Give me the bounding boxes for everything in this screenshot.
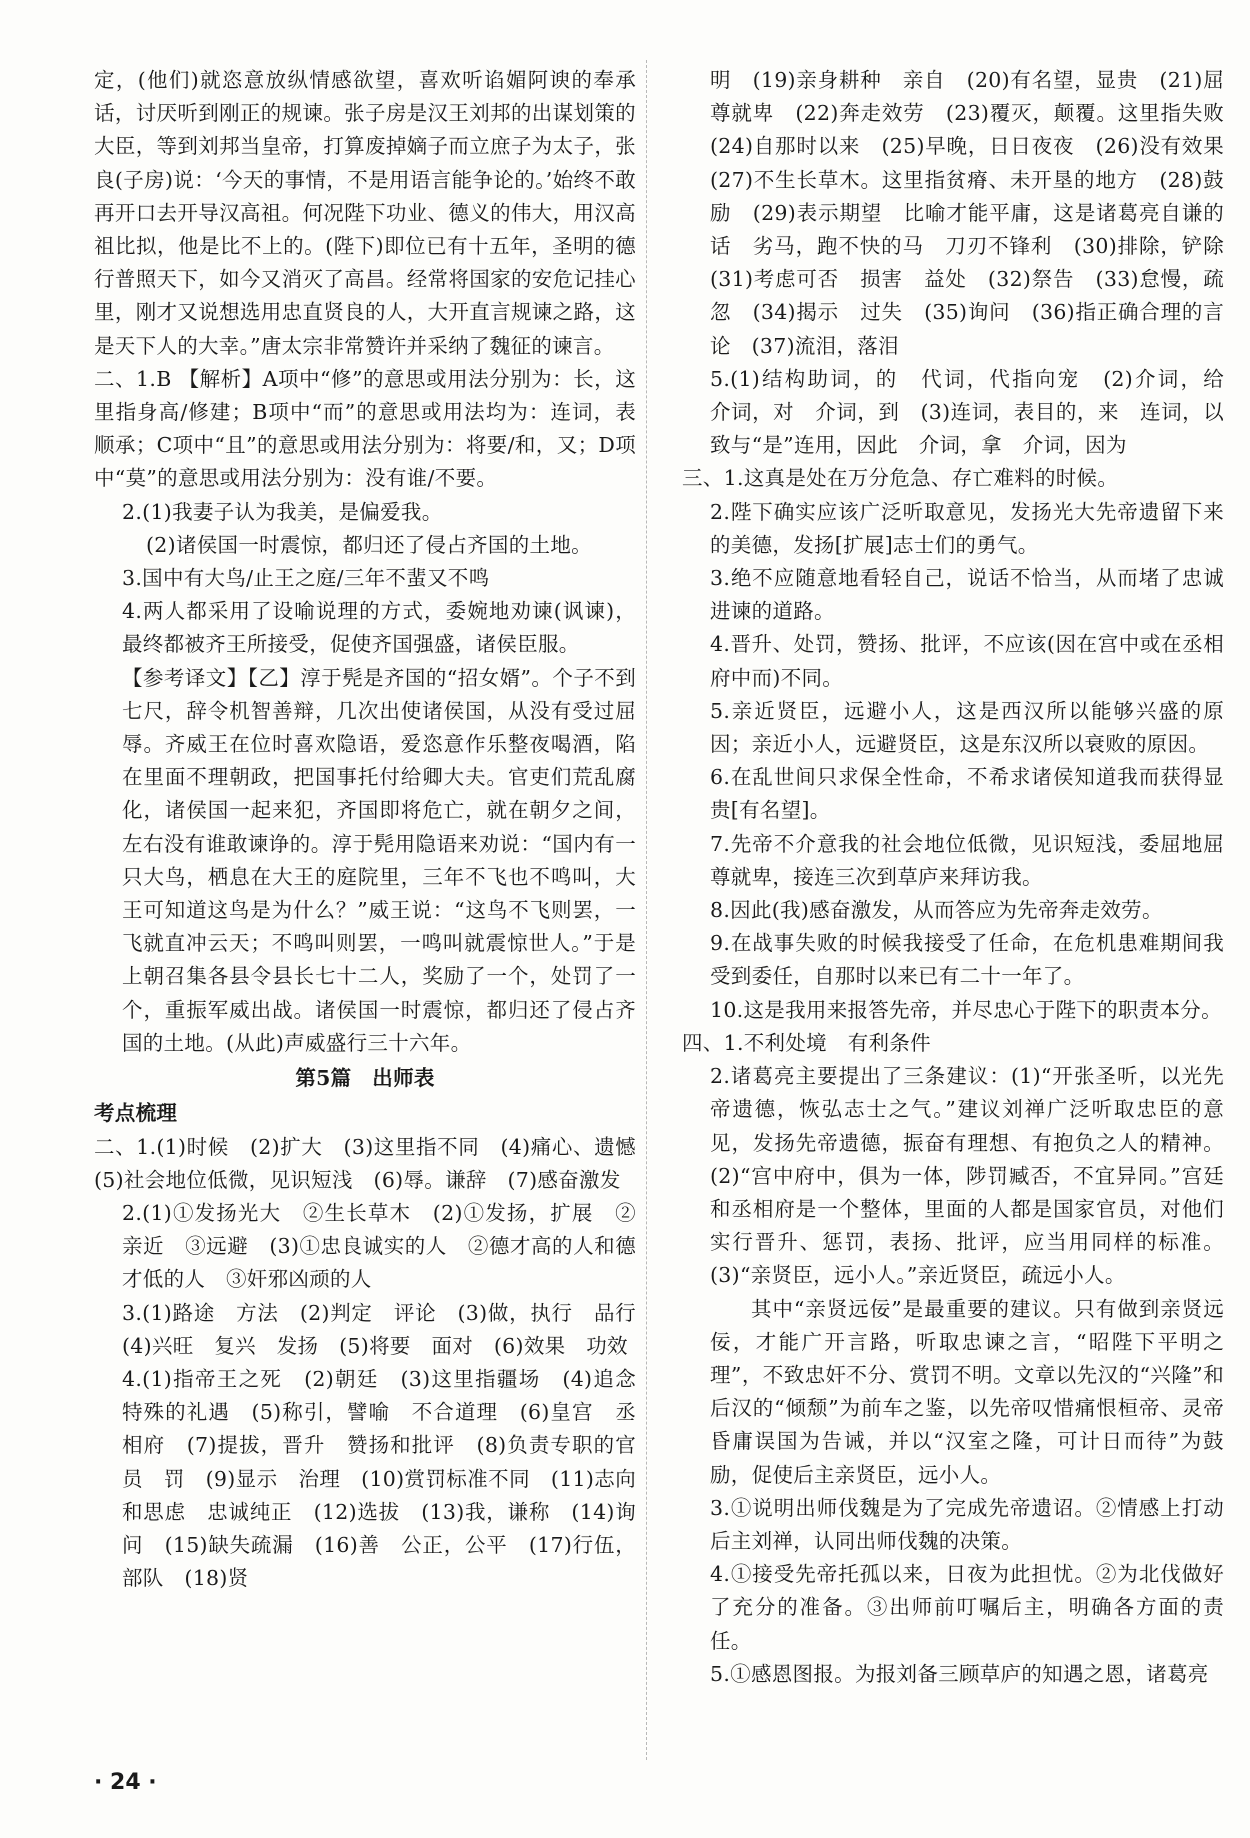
answer-paragraph: 3.绝不应随意地看轻自己，说话不恰当，从而堵了忠诚进谏的道路。 [710,566,1224,624]
left-column [94,64,657,1595]
column-divider [646,60,647,1760]
answer-paragraph: 三、1.这真是处在万分危急、存亡难料的时候。 [682,466,1119,491]
answer-paragraph: 10.这是我用来报答先帝，并尽忠心于陛下的职责本分。 [710,997,1222,1022]
answer-paragraph: 二、1.B 【解析】A项中“修”的意思或用法分别为：长，这里指身高/修建；B项中“而”的意思或用法均为：连词，表顺承；C项中“且”的意思或用法分别为：将要/和，又；D项中“莫”的意思或用法分别为：没有谁/不要。 [94,366,636,491]
answer-paragraph: 定，(他们)就恣意放纵情感欲望，喜欢听谄媚阿谀的奉承话，讨厌听到刚正的规谏。张子房是汉王刘邦的出谋划策的大臣，等到刘邦当皇帝，打算废掉嫡子而立庶子为太子，张良(子房)说：‘今天的事情，不是用语言能争论的。’始终不敢再开口去开导汉高祖。何况陛下功业、德义的伟大，用汉高祖比拟，他是比不上的。(陛下)即位已有十五年，圣明的德行普照天下，如今又消灭了高昌。经常将国家的安危记挂心里，刚才又说想选用忠直贤良的人，大开直言规谏之路，这是天下人的大幸。”唐太宗非常赞许并采纳了魏征的谏言。 [94,68,636,358]
answer-paragraph: 3.(1)路途 方法 (2)判定 评论 (3)做，执行 品行 (4)兴旺 复兴 发扬 (5)将要 面对 (6)效果 功效 [122,1300,657,1358]
answer-paragraph: 5.亲近贤臣，远避小人，这是西汉所以能够兴盛的原因；亲近小人，远避贤臣，这是东汉所以衰败的原因。 [710,698,1224,757]
answer-paragraph: 2.诸葛亮主要提出了三条建议：(1)“开张圣听，以光先帝遗德，恢弘志士之气。”建议刘禅广泛听取忠臣的意见，发扬先帝遗德，振奋有理想、有抱负之人的精神。(2)“宫中府中，俱为一体，陟罚臧否，不宜异同。”宫廷和丞相府是一个整体，里面的人都是国家官员，对他们实行晋升、惩罚，表扬、批评，应当用同样的标准。(3)“亲贤臣，远小人。”亲近贤臣，疏远小人。 [710,1064,1224,1288]
answer-paragraph: 5.(1)结构助词，的 代词，代指向宠 (2)介词，给 介词，对 介词，到 (3)连词，表目的，来 连词，以致与“是”连用，因此 介词，拿 介词，因为 [710,366,1245,458]
answer-paragraph: 二、1.(1)时候 (2)扩大 (3)这里指不同 (4)痛心、遗憾 (5)社会地位低微，见识短浅 (6)辱。谦辞 (7)感奋激发 [94,1134,657,1192]
answer-paragraph: 3.①说明出师伐魏是为了完成先帝遗诏。②情感上打动后主刘禅，认同出师伐魏的决策。 [710,1495,1224,1553]
page-number: · 24 · [94,1770,157,1795]
answer-paragraph: 明 (19)亲身耕种 亲自 (20)有名望，显贵 (21)屈尊就卑 (22)奔走效劳 (23)覆灭，颠覆。这里指失败 (24)自那时以来 (25)早晚，日日夜夜 (26)没有效果 (27)不生长草木。这里指贫瘠、未开垦的地方 (28)鼓励 (29)表示期望 比喻才能平庸，这是诸葛亮自谦的话 劣马，跑不快的马 刀刃不锋利 (30)排除，铲除 (31)考虑可否 损害 益处 (32)祭告 (33)怠慢，疏忽 (34)揭示 过失 (35)询问 (36)指正确合理的言论 (37)流泪，落泪 [710,68,1245,358]
answer-paragraph: 9.在战事失败的时候我接受了任命，在危机患难期间我受到委任，自那时以来已有二十一年了。 [710,931,1224,989]
answer-paragraph: 6.在乱世间只求保全性命，不希求诸侯知道我而获得显贵[有名望]。 [710,765,1224,823]
answer-paragraph: 4.晋升、处罚，赞扬、批评，不应该(因在宫中或在丞相府中而)不同。 [710,632,1224,690]
answer-paragraph: 2.陛下确实应该广泛听取意见，发扬光大先帝遗留下来的美德，发扬[扩展]志士们的勇气。 [710,499,1224,557]
answer-paragraph: 8.因此(我)感奋激发，从而答应为先帝奔走效劳。 [710,898,1163,923]
answer-paragraph: 其中“亲贤远佞”是最重要的建议。只有做到亲贤远佞，才能广开言路，听取忠谏之言，“昭陛下平明之理”，不致忠奸不分、赏罚不明。文章以先汉的“兴隆”和后汉的“倾颓”为前车之鉴，以先帝叹惜痛恨桓帝、灵帝昏庸误国为告诫，并以“汉室之隆，可计日而待”为鼓励，促使后主亲贤臣，远小人。 [710,1296,1224,1487]
answer-paragraph: 7.先帝不介意我的社会地位低微，见识短浅，委屈地屈尊就卑，接连三次到草庐来拜访我。 [710,831,1224,889]
section-title: 第5篇 出师表 [295,1066,435,1091]
right-column [682,64,1245,1691]
answer-paragraph: 4.两人都采用了设喻说理的方式，委婉地劝谏(讽谏)，最终都被齐王所接受，促使齐国强盛，诸侯臣服。 [122,599,636,657]
answer-paragraph: 4.①接受先帝托孤以来，日夜为此担忧。②为北伐做好了充分的准备。③出师前叮嘱后主，明确各方面的责任。 [710,1562,1224,1653]
answer-paragraph: 四、1.不利处境 有利条件 [682,1030,931,1055]
answer-paragraph: 3.国中有大鸟/止王之庭/三年不蜚又不鸣 [122,566,490,591]
answer-paragraph: (2)诸侯国一时震惊，都归还了侵占齐国的土地。 [146,532,592,557]
answer-paragraph: 【参考译文】【乙】淳于髡是齐国的“招女婿”。个子不到七尺，辞令机智善辩，几次出使诸侯国，从没有受过屈辱。齐威王在位时喜欢隐语，爱恣意作乐整夜喝酒，陷在里面不理朝政，把国事托付给卿大夫。官吏们荒乱腐化，诸侯国一起来犯，齐国即将危亡，就在朝夕之间，左右没有谁敢谏诤的。淳于髡用隐语来劝说：“国内有一只大鸟，栖息在大王的庭院里，三年不飞也不鸣叫，大王可知道这鸟是为什么？”威王说：“这鸟不飞则罢，一飞就直冲云天；不鸣叫则罢，一鸣叫就震惊世人。”于是上朝召集各县令县长七十二人，奖励了一个，处罚了一个，重振军威出战。诸侯国一时震惊，都归还了侵占齐国的土地。(从此)声威盛行三十六年。 [122,665,636,1055]
answer-paragraph: 5.①感恩图报。为报刘备三顾草庐的知遇之恩，诸葛亮 [710,1661,1209,1686]
answer-paragraph: 4.(1)指帝王之死 (2)朝廷 (3)这里指疆场 (4)追念 特殊的礼遇 (5)称引，譬喻 不合道理 (6)皇宫 丞相府 (7)提拔，晋升 赞扬和批评 (8)负责专职的官员 罚 (9)显示 治理 (10)赏罚标准不同 (11)志向和思虑 忠诚纯正 (12)选拔 (13)我，谦称 (14)询问 (15)缺失疏漏 (16)善 公正，公平 (17)行伍，部队 (18)贤 [122,1366,657,1591]
section-heading: 考点梳理 [94,1101,178,1126]
answer-paragraph: 2.(1)①发扬光大 ②生长草木 (2)①发扬，扩展 ②亲近 ③远避 (3)①忠良诚实的人 ②德才高的人和德才低的人 ③奸邪凶顽的人 [122,1200,636,1292]
answer-paragraph: 2.(1)我妻子认为我美，是偏爱我。 [122,499,443,524]
